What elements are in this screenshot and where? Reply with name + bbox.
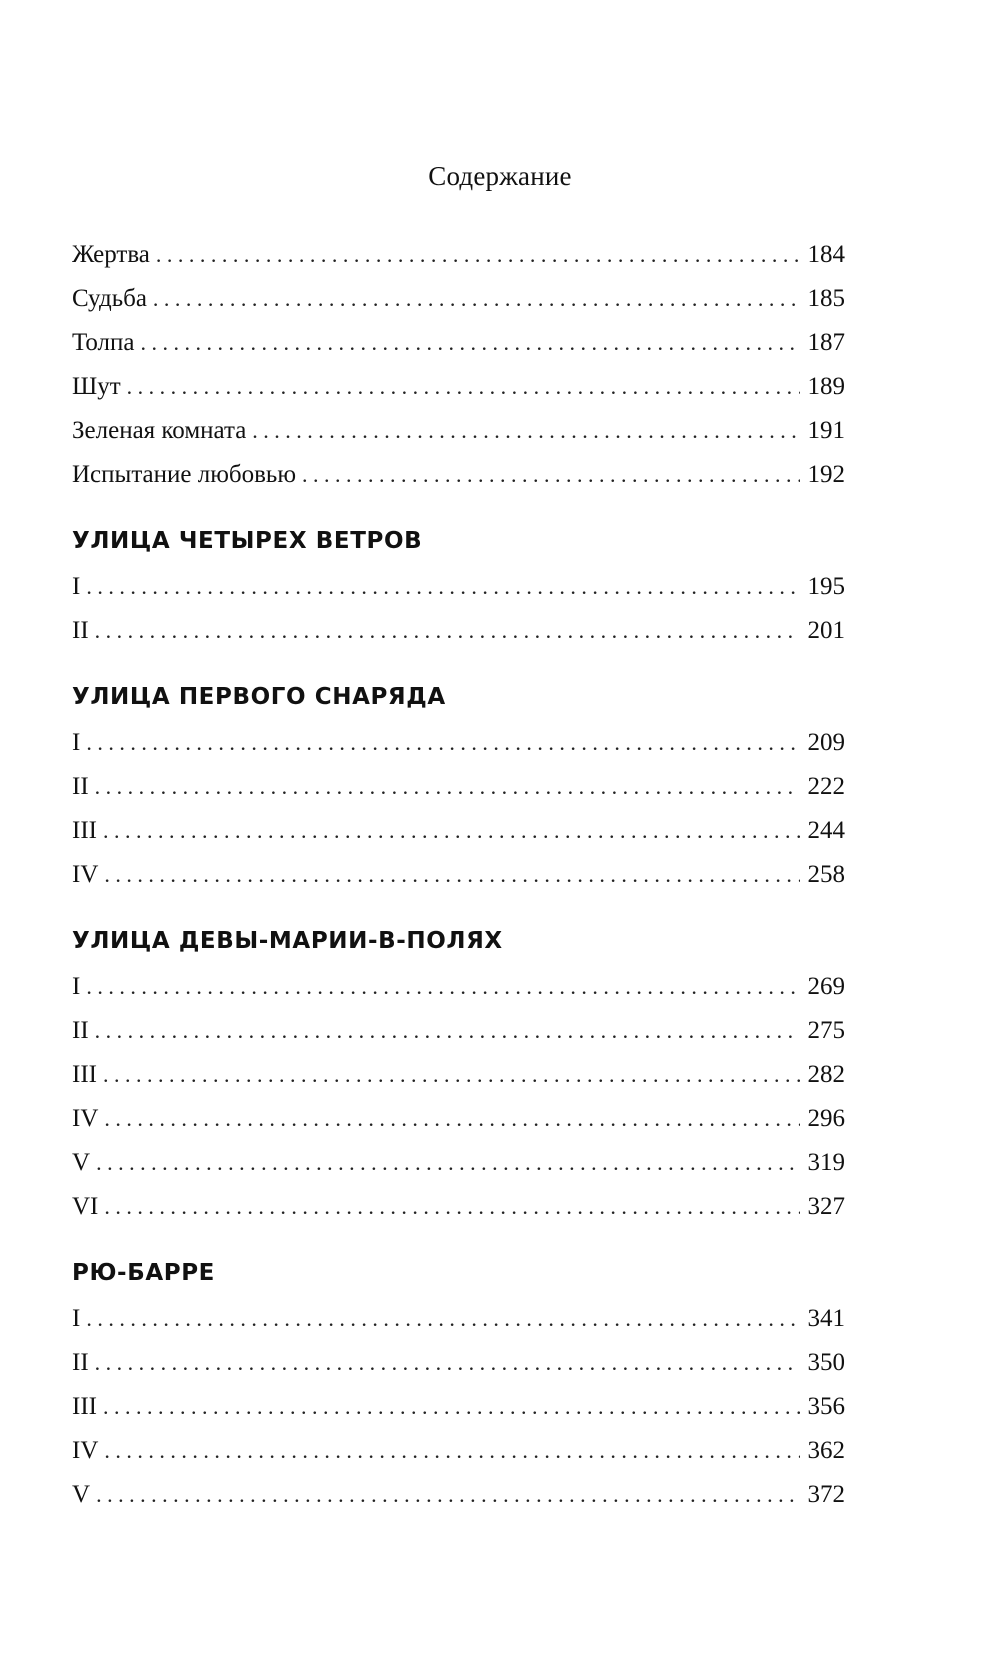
dot-leader <box>127 372 800 402</box>
toc-entry-page-number: 201 <box>807 617 845 644</box>
dot-leader <box>86 572 799 602</box>
toc-entry-page-number: 192 <box>807 461 845 488</box>
dot-leader <box>96 1480 799 1510</box>
toc-entry <box>72 572 845 616</box>
toc-entry-page-number: 296 <box>807 1105 845 1132</box>
toc-entry-label: I <box>72 573 81 600</box>
toc-entry-page-number: 258 <box>807 861 845 888</box>
toc-entry-page-number: 244 <box>807 817 845 844</box>
toc-entry-page-number: 191 <box>807 417 845 444</box>
toc-entry-page-number: 372 <box>807 1481 845 1508</box>
toc-entry-page-number: 362 <box>807 1437 845 1464</box>
toc-entry <box>72 1480 845 1524</box>
toc-entry <box>72 1060 845 1104</box>
toc-entry <box>72 372 845 416</box>
dot-leader <box>95 616 800 646</box>
toc-entry-label: Шут <box>72 373 121 400</box>
dot-leader <box>104 1436 799 1466</box>
page-title: Содержание <box>428 161 572 191</box>
toc-entry <box>72 772 845 816</box>
section-heading: РЮ-БАРРЕ <box>72 1260 215 1286</box>
dot-leader <box>252 416 799 446</box>
toc-entry <box>72 816 845 860</box>
dot-leader <box>103 1060 800 1090</box>
toc-entry <box>72 1148 845 1192</box>
toc-section <box>72 504 845 660</box>
toc-entry-page-number: 327 <box>807 1193 845 1220</box>
dot-leader <box>86 972 799 1002</box>
toc-section <box>72 660 845 904</box>
dot-leader <box>95 772 800 802</box>
toc-entry <box>72 1392 845 1436</box>
toc-entry-label: I <box>72 973 81 1000</box>
toc-entry-label: Испытание любовью <box>72 461 297 488</box>
toc-entry-page-number: 319 <box>807 1149 845 1176</box>
toc-entry-label: II <box>72 1017 89 1044</box>
toc-entry <box>72 284 845 328</box>
dot-leader <box>104 860 799 890</box>
toc-entry <box>72 1304 845 1348</box>
toc-entry-page-number: 341 <box>807 1305 845 1332</box>
toc-entry-label: Жертва <box>72 241 150 268</box>
toc-entry <box>72 1016 845 1060</box>
dot-leader <box>95 1348 800 1378</box>
toc-entry-label: III <box>72 817 97 844</box>
dot-leader <box>156 240 800 270</box>
toc-entry-label: IV <box>72 1105 99 1132</box>
section-heading: УЛИЦА ПЕРВОГО СНАРЯДА <box>72 684 446 710</box>
dot-leader <box>96 1148 799 1178</box>
toc-entry-page-number: 187 <box>807 329 845 356</box>
toc-entry-label: V <box>72 1149 91 1176</box>
dot-leader <box>104 1104 799 1134</box>
toc-entry <box>72 616 845 660</box>
toc-entry-label: Толпа <box>72 329 135 356</box>
toc-entry-label: III <box>72 1061 97 1088</box>
toc-entry <box>72 728 845 772</box>
toc-entry-label: II <box>72 617 89 644</box>
toc-entry-page-number: 209 <box>807 729 845 756</box>
dot-leader <box>103 1392 800 1422</box>
toc-entry-page-number: 282 <box>807 1061 845 1088</box>
toc-entry-label: I <box>72 1305 81 1332</box>
section-heading: УЛИЦА ДЕВЫ-МАРИИ-В-ПОЛЯХ <box>72 928 503 954</box>
toc-entry <box>72 328 845 372</box>
dot-leader <box>153 284 800 314</box>
toc-entry <box>72 1192 845 1236</box>
toc-entry-page-number: 184 <box>807 241 845 268</box>
dot-leader <box>103 816 800 846</box>
toc-entry <box>72 1436 845 1480</box>
toc-entry-label: II <box>72 773 89 800</box>
toc-entry-label: V <box>72 1481 91 1508</box>
toc-entry-page-number: 350 <box>807 1349 845 1376</box>
toc-entry <box>72 860 845 904</box>
dot-leader <box>104 1192 799 1222</box>
toc-entry <box>72 1104 845 1148</box>
toc-entry-label: Судьба <box>72 285 147 312</box>
toc-entry-label: Зеленая комната <box>72 417 247 444</box>
section-heading: УЛИЦА ЧЕТЫРЕХ ВЕТРОВ <box>72 528 423 554</box>
dot-leader <box>86 1304 799 1334</box>
dot-leader <box>302 460 799 490</box>
toc-entry-page-number: 189 <box>807 373 845 400</box>
toc-entry-label: I <box>72 729 81 756</box>
toc-entry-page-number: 195 <box>807 573 845 600</box>
toc-entry-label: III <box>72 1393 97 1420</box>
toc-entry <box>72 1348 845 1392</box>
toc-entry-page-number: 356 <box>807 1393 845 1420</box>
dot-leader <box>141 328 800 358</box>
intro-entries-list <box>72 240 845 504</box>
toc-entry <box>72 460 845 504</box>
dot-leader <box>95 1016 800 1046</box>
toc-entry-page-number: 275 <box>807 1017 845 1044</box>
toc-entry-label: IV <box>72 861 99 888</box>
toc-entry-page-number: 185 <box>807 285 845 312</box>
toc-section <box>72 904 845 1236</box>
toc-entry-label: II <box>72 1349 89 1376</box>
toc-section <box>72 1236 845 1524</box>
dot-leader <box>86 728 799 758</box>
toc-entry <box>72 416 845 460</box>
toc-entry <box>72 240 845 284</box>
toc-entry-label: IV <box>72 1437 99 1464</box>
toc-entry-page-number: 269 <box>807 973 845 1000</box>
toc-entry-label: VI <box>72 1193 99 1220</box>
toc-entry <box>72 972 845 1016</box>
table-of-contents <box>72 240 845 1524</box>
toc-entry-page-number: 222 <box>807 773 845 800</box>
